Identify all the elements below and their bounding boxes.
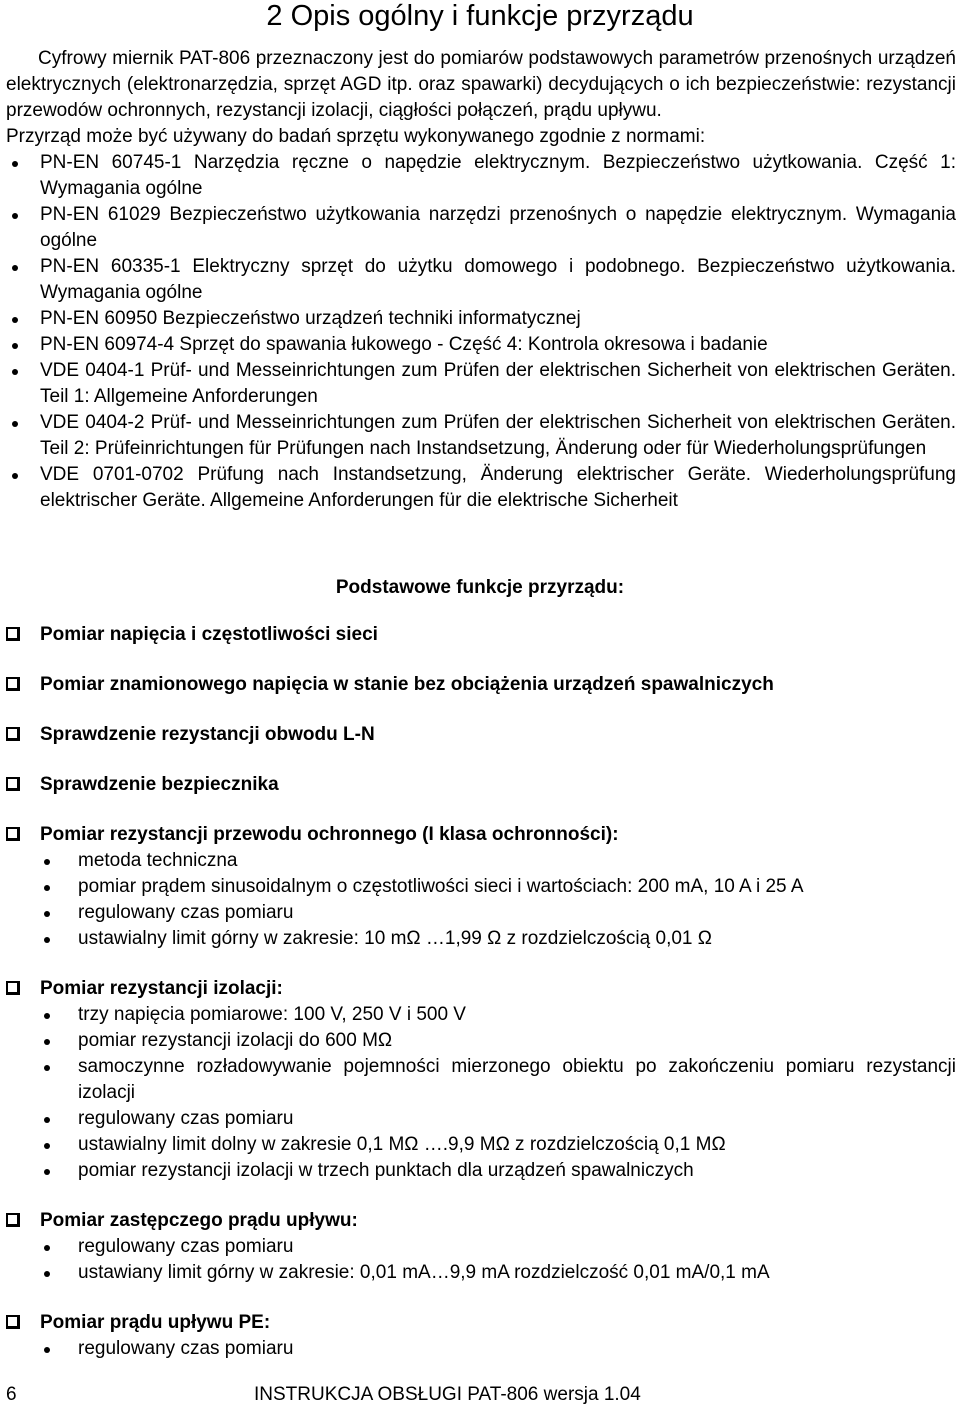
function-title: Pomiar rezystancji przewodu ochronnego (I klasa ochronności): (6, 822, 956, 848)
function-details (6, 1234, 956, 1286)
function-details (6, 848, 956, 952)
functions-list (6, 622, 956, 1362)
function-title: Pomiar znamionowego napięcia w stanie bez obciążenia urządzeń spawalniczych (6, 672, 956, 698)
function-detail-item: ustawiany limit górny w zakresie: 0,01 mA…9,9 mA rozdzielczość 0,01 mA/0,1 mA (6, 1260, 956, 1286)
function-section (6, 1208, 956, 1286)
function-title: Pomiar zastępczego prądu upływu: (6, 1208, 956, 1234)
norm-item: VDE 0701-0702 Prüfung nach Instandsetzung, Änderung elektrischer Geräte. Wiederholungsprüfung elektrischer Geräte. Allgemeine Anforderungen für die elektrische Sicherheit (6, 462, 956, 514)
function-detail-item: regulowany czas pomiaru (6, 1106, 956, 1132)
function-section (6, 976, 956, 1184)
function-detail-item: pomiar rezystancji izolacji do 600 MΩ (6, 1028, 956, 1054)
norm-item: VDE 0404-1 Prüf- und Messeinrichtungen zum Prüfen der elektrischen Sicherheit von elektrischen Geräten. Teil 1: Allgemeine Anforderungen (6, 358, 956, 410)
function-detail-item: regulowany czas pomiaru (6, 1234, 956, 1260)
norm-item: PN-EN 60974-4 Sprzęt do spawania łukowego - Część 4: Kontrola okresowa i badanie (6, 332, 956, 358)
function-section (6, 672, 956, 698)
norms-intro-paragraph: Przyrząd może być używany do badań sprzętu wykonywanego zgodnie z normami: (6, 126, 706, 147)
function-section (6, 1310, 956, 1362)
intro-section (6, 46, 956, 514)
function-detail-item: regulowany czas pomiaru (6, 1336, 956, 1362)
norm-item: PN-EN 60335-1 Elektryczny sprzęt do użytku domowego i podobnego. Bezpieczeństwo użytkowania. Wymagania ogólne (6, 254, 956, 306)
function-details (6, 1002, 956, 1184)
function-section (6, 722, 956, 748)
function-detail-item: ustawialny limit dolny w zakresie 0,1 MΩ ….9,9 MΩ z rozdzielczością 0,1 MΩ (6, 1132, 956, 1158)
function-detail-item: trzy napięcia pomiarowe: 100 V, 250 V i 500 V (6, 1002, 956, 1028)
page-footer (0, 1382, 960, 1412)
norm-item: VDE 0404-2 Prüf- und Messeinrichtungen zum Prüfen der elektrischen Sicherheit von elektrischen Geräten. Teil 2: Prüfeinrichtungen für Prüfungen nach Instandsetzung, Änderung oder für Wiederholungsprüfungen (6, 410, 956, 462)
section-heading: 2 Opis ogólny i funkcje przyrządu (266, 0, 694, 32)
function-details (6, 1336, 956, 1362)
function-section (6, 822, 956, 952)
function-section (6, 622, 956, 648)
page-number: 6 (6, 1384, 17, 1405)
function-detail-item: pomiar prądem sinusoidalnym o częstotliwości sieci i wartościach: 200 mA, 10 A i 25 A (6, 874, 956, 900)
function-detail-item: samoczynne rozładowywanie pojemności mierzonego obiektu po zakończeniu pomiaru rezystancji izolacji (6, 1054, 956, 1106)
manual-title: INSTRUKCJA OBSŁUGI PAT-806 wersja 1.04 (254, 1384, 641, 1405)
functions-title: Podstawowe funkcje przyrządu: (335, 577, 625, 598)
function-title: Pomiar rezystancji izolacji: (6, 976, 956, 1002)
norm-item: PN-EN 60950 Bezpieczeństwo urządzeń techniki informatycznej (6, 306, 956, 332)
intro-paragraph: Cyfrowy miernik PAT-806 przeznaczony jest do pomiarów podstawowych parametrów przenośnych urządzeń elektrycznych (elektronarzędzia, sprzęt AGD itp. oraz spawarki) decydujących o ich bezpieczeństwie: rezystancji przewodów ochronnych, rezystancji izolacji, ciągłości połączeń, prądu upływu. (6, 48, 956, 121)
function-detail-item: ustawialny limit górny w zakresie: 10 mΩ …1,99 Ω z rozdzielczością 0,01 Ω (6, 926, 956, 952)
norms-list (6, 150, 956, 514)
function-title: Pomiar napięcia i częstotliwości sieci (6, 622, 956, 648)
function-title: Sprawdzenie rezystancji obwodu L-N (6, 722, 956, 748)
function-section (6, 772, 956, 798)
function-title: Pomiar prądu upływu PE: (6, 1310, 956, 1336)
function-detail-item: regulowany czas pomiaru (6, 900, 956, 926)
norm-item: PN-EN 60745-1 Narzędzia ręczne o napędzie elektrycznym. Bezpieczeństwo użytkowania. Część 1: Wymagania ogólne (6, 150, 956, 202)
function-title: Sprawdzenie bezpiecznika (6, 772, 956, 798)
function-detail-item: pomiar rezystancji izolacji w trzech punktach dla urządzeń spawalniczych (6, 1158, 956, 1184)
norm-item: PN-EN 61029 Bezpieczeństwo użytkowania narzędzi przenośnych o napędzie elektrycznym. Wymagania ogólne (6, 202, 956, 254)
function-detail-item: metoda techniczna (6, 848, 956, 874)
